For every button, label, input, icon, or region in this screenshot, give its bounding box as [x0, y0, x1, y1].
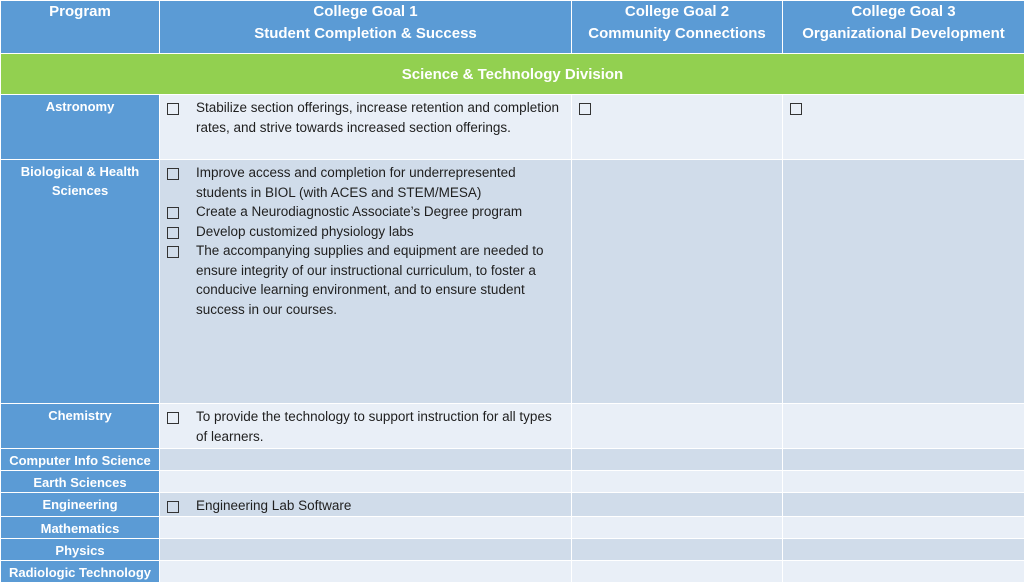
checkbox-icon[interactable] [167, 412, 179, 424]
goal1-item-text: Stabilize section offerings, increase retention and completion rates, and strive towards increased section offerings. [196, 98, 563, 137]
goal1-cell [160, 404, 572, 449]
program-name: Biological & Health Sciences [1, 160, 160, 404]
program-row [1, 560, 1024, 582]
goal1-item [166, 222, 563, 242]
goal3-cell [783, 404, 1024, 449]
program-row [1, 404, 1024, 449]
header-row [1, 1, 1024, 54]
goal2-cell [572, 404, 783, 449]
goal1-item-text: Develop customized physiology labs [196, 222, 414, 242]
goal2-cell [572, 95, 783, 160]
goal3-cell [783, 449, 1024, 471]
goal3-subtitle: Organizational Development [783, 23, 1024, 45]
goal1-item [166, 496, 563, 516]
division-title: Science & Technology Division [1, 54, 1024, 95]
checkbox-icon[interactable] [167, 227, 179, 239]
goal1-item-text: Engineering Lab Software [196, 496, 351, 516]
checkbox-icon[interactable] [579, 103, 591, 115]
goal3-cell [783, 516, 1024, 538]
goal1-cell [160, 449, 572, 471]
program-header-label: Program [49, 3, 111, 20]
goal1-item [166, 202, 563, 222]
goal3-cell [783, 493, 1024, 517]
goal3-column-header [783, 1, 1024, 54]
goal1-cell [160, 471, 572, 493]
goal1-item-list [160, 160, 571, 319]
goal1-cell [160, 160, 572, 404]
program-name: Astronomy [1, 95, 160, 160]
goal1-cell [160, 493, 572, 517]
goal1-item-list [160, 404, 571, 446]
goal2-cell [572, 160, 783, 404]
goal1-item-list [160, 95, 571, 137]
goal1-item [166, 241, 563, 319]
goal3-cell [783, 471, 1024, 493]
goal2-cell [572, 516, 783, 538]
program-name: Radiologic Technology [1, 560, 160, 582]
program-row [1, 516, 1024, 538]
goal1-title: College Goal 1 [160, 1, 571, 23]
checkbox-icon[interactable] [167, 501, 179, 513]
checkbox-icon[interactable] [167, 103, 179, 115]
program-row [1, 95, 1024, 160]
goal3-cell [783, 160, 1024, 404]
goal1-item-text: To provide the technology to support instruction for all types of learners. [196, 407, 563, 446]
goal2-subtitle: Community Connections [572, 23, 782, 45]
program-row [1, 471, 1024, 493]
checkbox-icon[interactable] [790, 103, 802, 115]
program-name: Engineering [1, 493, 160, 517]
goal3-title: College Goal 3 [783, 1, 1024, 23]
program-name: Mathematics [1, 516, 160, 538]
goal1-item [166, 98, 563, 137]
goal1-column-header [160, 1, 572, 54]
goal2-cell [572, 471, 783, 493]
program-name: Physics [1, 538, 160, 560]
goal2-cell [572, 538, 783, 560]
program-row [1, 160, 1024, 404]
program-row [1, 538, 1024, 560]
goal2-column-header [572, 1, 783, 54]
program-name: Computer Info Science [1, 449, 160, 471]
program-column-header [1, 1, 160, 54]
goal3-cell [783, 560, 1024, 582]
goal1-item-text: Improve access and completion for underrepresented students in BIOL (with ACES and STEM/MESA) [196, 163, 563, 202]
goal2-cell [572, 449, 783, 471]
goal2-title: College Goal 2 [572, 1, 782, 23]
program-name: Earth Sciences [1, 471, 160, 493]
goal1-item [166, 163, 563, 202]
goal1-cell [160, 516, 572, 538]
checkbox-icon[interactable] [167, 246, 179, 258]
program-name: Chemistry [1, 404, 160, 449]
goal3-cell [783, 538, 1024, 560]
checkbox-icon[interactable] [167, 207, 179, 219]
goal1-subtitle: Student Completion & Success [160, 23, 571, 45]
program-row [1, 493, 1024, 517]
goal1-cell [160, 560, 572, 582]
goal1-cell [160, 95, 572, 160]
checkbox-icon[interactable] [167, 168, 179, 180]
goal1-item-text: Create a Neurodiagnostic Associate’s Degree program [196, 202, 522, 222]
goal1-cell [160, 538, 572, 560]
division-row [1, 54, 1024, 95]
goal3-cell [783, 95, 1024, 160]
goal2-cell [572, 493, 783, 517]
goal2-cell [572, 560, 783, 582]
goal1-item [166, 407, 563, 446]
program-row [1, 449, 1024, 471]
goal1-item-text: The accompanying supplies and equipment are needed to ensure integrity of our instructional curriculum, to foster a conducive learning environment, and to ensure student success in our courses. [196, 241, 563, 319]
goal1-item-list [160, 493, 571, 516]
